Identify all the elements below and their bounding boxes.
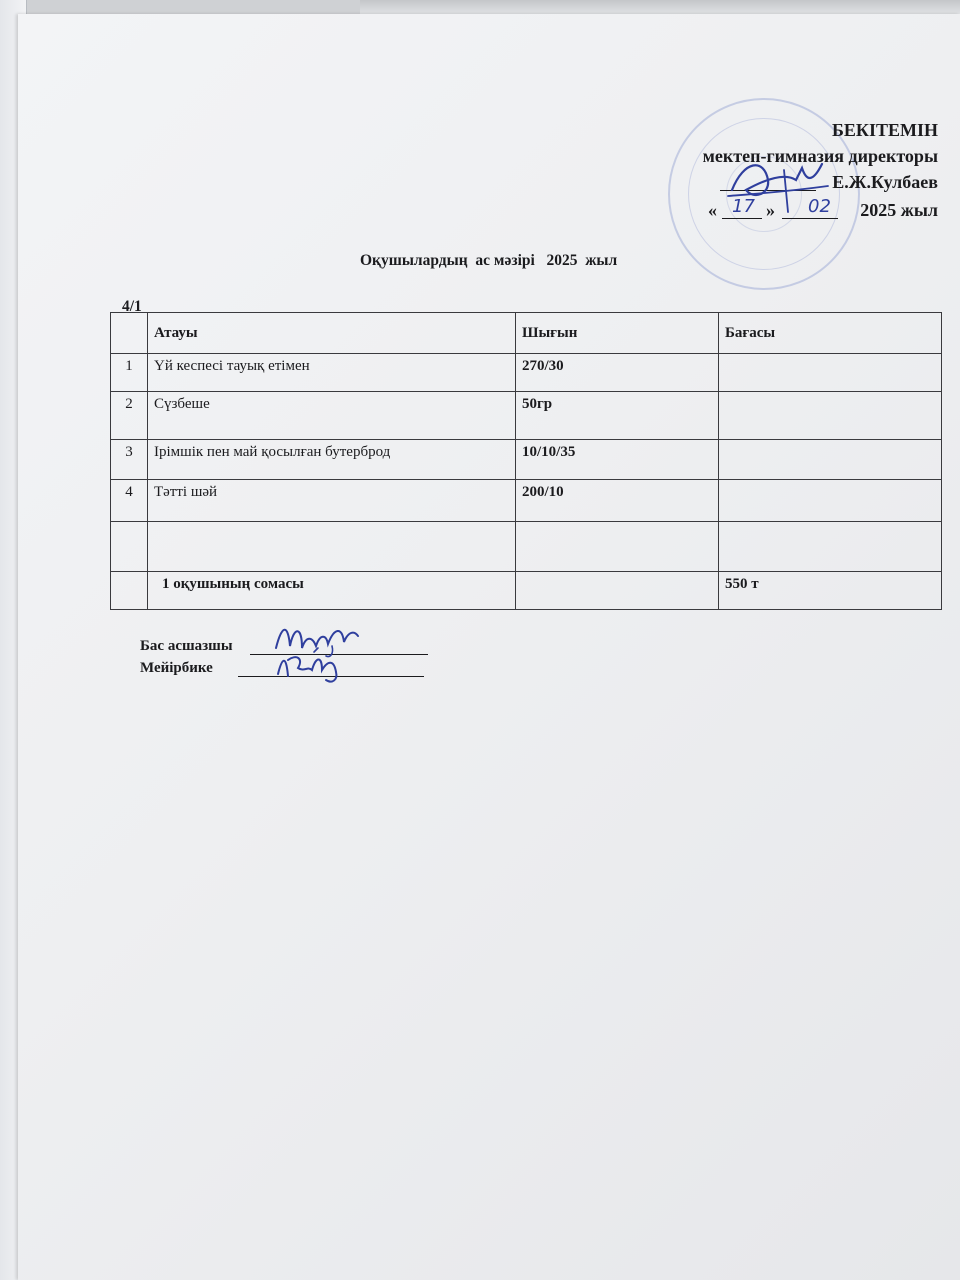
- row-dish-name: Тәтті шәй: [148, 480, 516, 522]
- approve-position: мектеп-гимназия директоры: [702, 146, 938, 166]
- total-value: 550 т: [719, 572, 942, 610]
- total-label: 1 оқушының сомасы: [148, 572, 516, 610]
- row-number: 4: [111, 480, 148, 522]
- row-dish-name: Үй кеспесі тауық етімен: [148, 354, 516, 392]
- col-header-name: Атауы: [148, 313, 516, 354]
- date-day: 17: [732, 196, 755, 217]
- table-row: [111, 522, 942, 572]
- row-number: [111, 522, 148, 572]
- col-header-number: [111, 313, 148, 354]
- row-quantity: 10/10/35: [516, 440, 719, 480]
- row-price: [719, 480, 942, 522]
- row-quantity: 270/30: [516, 354, 719, 392]
- row-quantity: 200/10: [516, 480, 719, 522]
- row-number: 2: [111, 392, 148, 440]
- total-quantity-cell: [516, 572, 719, 610]
- row-price: [719, 440, 942, 480]
- col-header-price: Бағасы: [719, 313, 942, 354]
- table-row: [111, 480, 942, 522]
- col-header-quantity: Шығын: [516, 313, 719, 354]
- document-title: Оқушылардың ас мәзірі 2025 жыл: [360, 252, 618, 269]
- table-header-row: [111, 313, 942, 354]
- menu-code: 4/1: [122, 298, 142, 315]
- total-number-cell: [111, 572, 148, 610]
- row-number: 1: [111, 354, 148, 392]
- table-row: [111, 440, 942, 480]
- date-quote-open: «: [708, 200, 717, 220]
- row-dish-name: Ірімшік пен май қосылған бутерброд: [148, 440, 516, 480]
- row-price: [719, 354, 942, 392]
- nurse-label: Мейірбике: [140, 660, 213, 676]
- row-dish-name: [148, 522, 516, 572]
- nurse-signature: [274, 646, 354, 686]
- row-dish-name: Сүзбеше: [148, 392, 516, 440]
- date-quote-close: »: [766, 200, 775, 220]
- date-month: 02: [808, 196, 831, 217]
- table-row: [111, 354, 942, 392]
- row-quantity: 50гр: [516, 392, 719, 440]
- row-number: 3: [111, 440, 148, 480]
- table-row: [111, 392, 942, 440]
- approve-title: БЕКІТЕМІН: [832, 120, 938, 140]
- row-price: [719, 522, 942, 572]
- row-quantity: [516, 522, 719, 572]
- approve-name: Е.Ж.Кулбаев: [832, 172, 938, 192]
- date-year: 2025 жыл: [860, 200, 938, 220]
- director-signature: [724, 150, 834, 220]
- table-total-row: [111, 572, 942, 610]
- menu-table: [110, 312, 942, 610]
- row-price: [719, 392, 942, 440]
- chef-label: Бас асшазшы: [140, 638, 233, 654]
